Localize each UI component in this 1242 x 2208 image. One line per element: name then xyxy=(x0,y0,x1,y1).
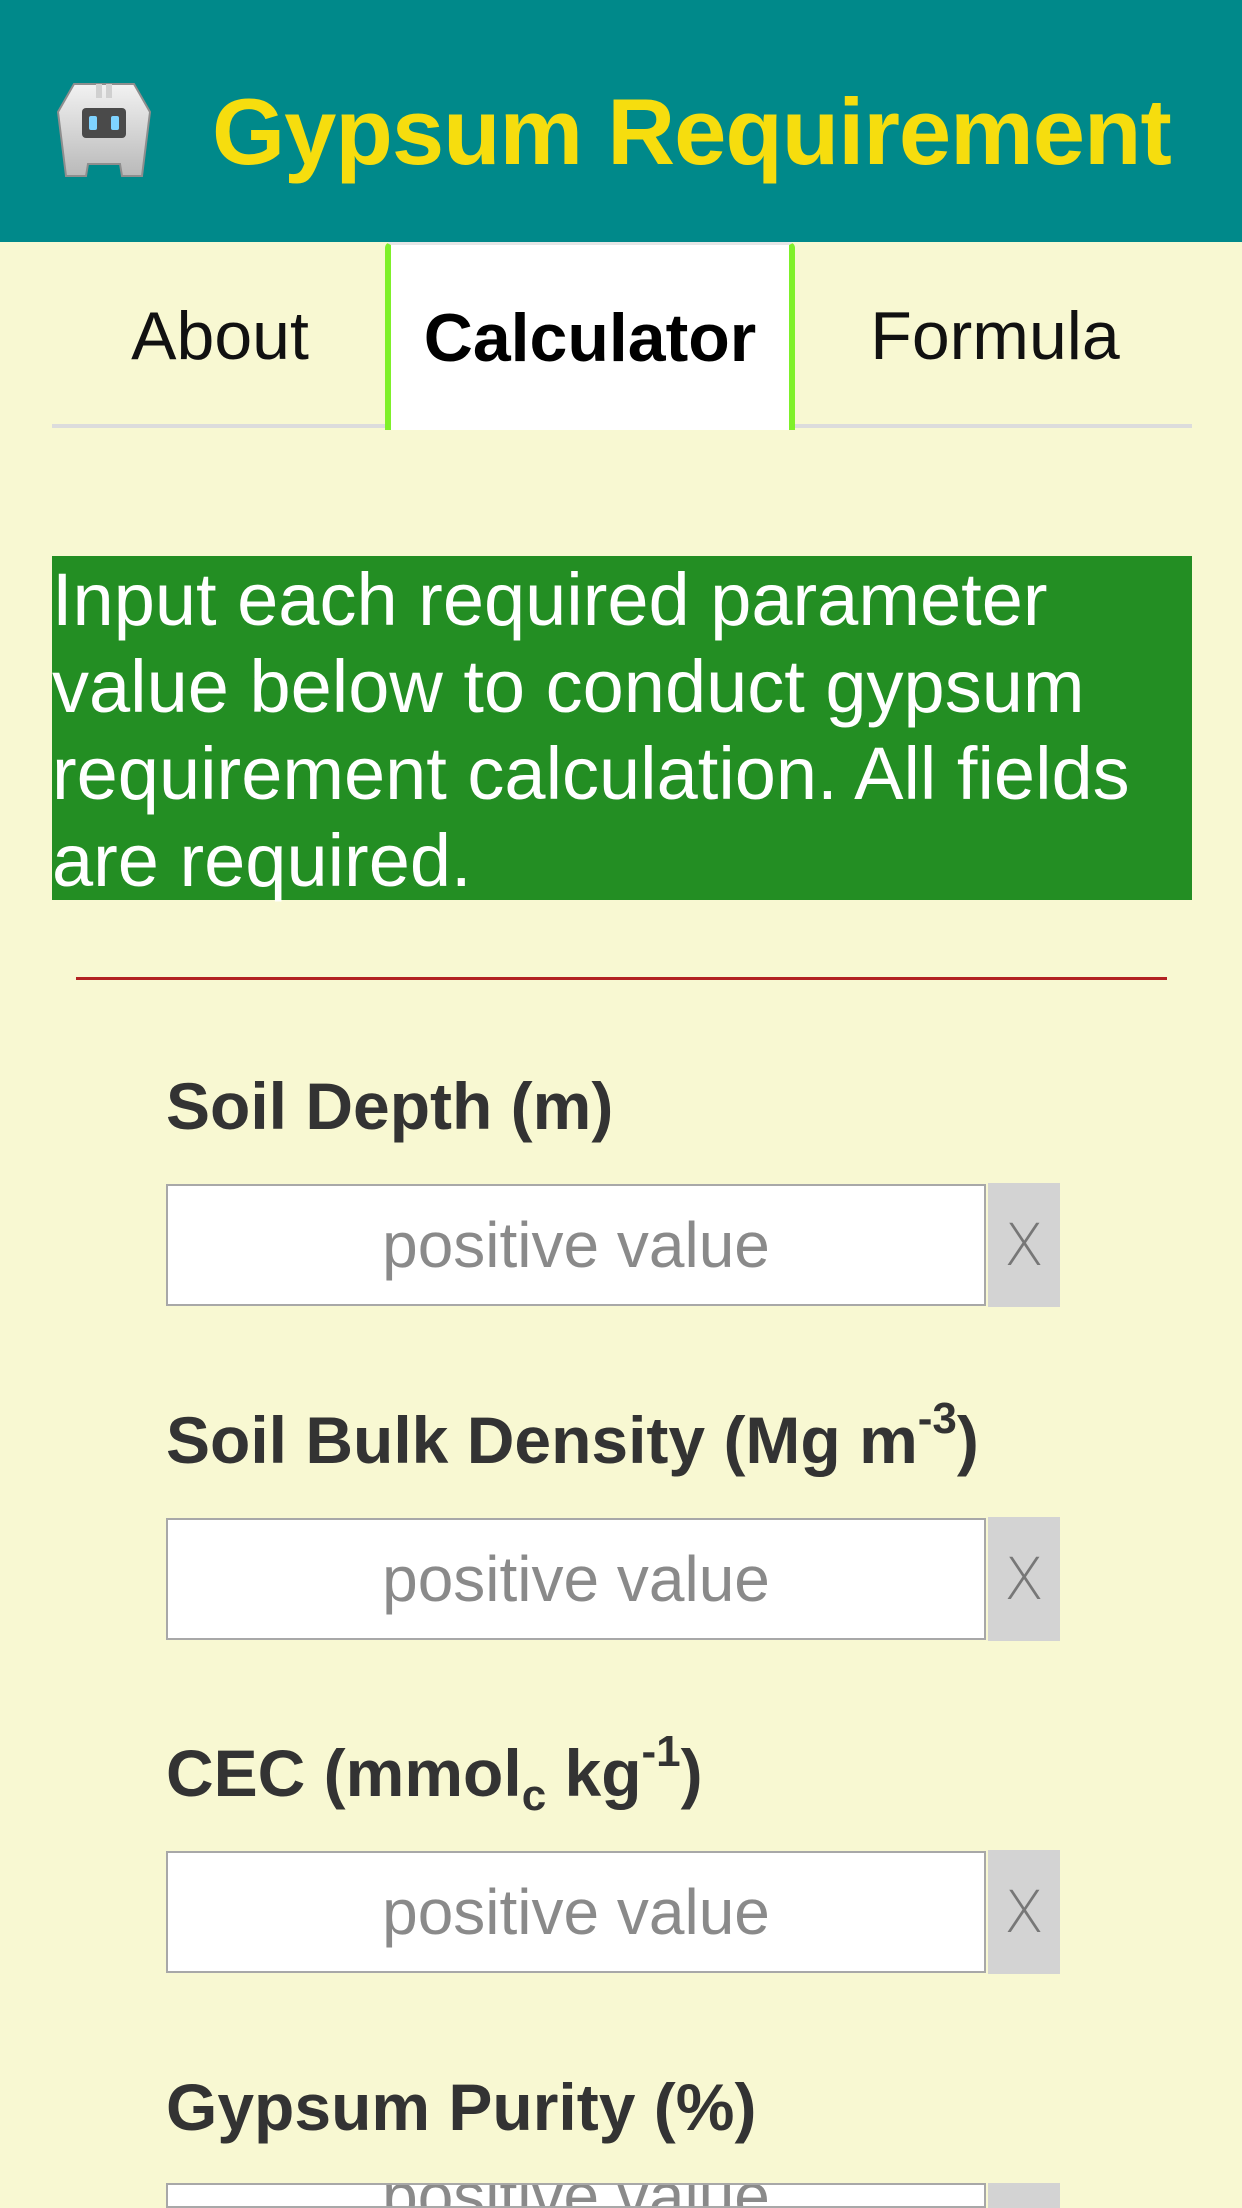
bulk-density-input[interactable] xyxy=(166,1518,986,1640)
soil-depth-clear-button[interactable]: X xyxy=(988,1183,1060,1307)
soil-depth-input[interactable] xyxy=(166,1184,986,1306)
soil-depth-label-text: Soil Depth (m) xyxy=(166,1069,614,1143)
cec-clear-button[interactable]: X xyxy=(988,1850,1060,1974)
bulk-density-clear-button[interactable]: X xyxy=(988,1517,1060,1641)
app-header xyxy=(0,0,1242,242)
tab-bar xyxy=(52,242,1192,430)
soil-depth-label xyxy=(166,1068,613,1144)
cec-label-end: ) xyxy=(680,1736,703,1810)
gypsum-purity-input[interactable] xyxy=(166,2183,986,2208)
bulk-density-label-text: Soil Bulk Density (Mg m xyxy=(166,1403,918,1477)
gypsum-purity-label-text: Gypsum Purity (%) xyxy=(166,2070,757,2144)
section-divider xyxy=(76,977,1167,980)
app-title: Gypsum Requirement xyxy=(212,79,1171,184)
cec-label xyxy=(166,1727,703,1820)
bulk-density-label-end: ) xyxy=(956,1403,979,1477)
bulk-density-label-sup: -3 xyxy=(917,1394,957,1443)
cec-label-sub: c xyxy=(521,1771,547,1820)
gypsum-purity-clear-button[interactable] xyxy=(988,2183,1060,2208)
gypsum-purity-label xyxy=(166,2069,756,2145)
cec-label-mid: kg xyxy=(546,1736,642,1810)
instructions-banner: Input each required parameter value below to conduct gypsum requirement calculation. All fields are required. xyxy=(52,556,1192,900)
cec-label-sup: -1 xyxy=(641,1727,681,1776)
bulk-density-label xyxy=(166,1394,979,1478)
tab-formula[interactable]: Formula xyxy=(870,298,1120,374)
cordova-robot-icon xyxy=(52,78,156,182)
cec-input[interactable] xyxy=(166,1851,986,1973)
tab-about[interactable]: About xyxy=(131,298,309,374)
cec-label-text: CEC (mmol xyxy=(166,1736,522,1810)
tab-calculator[interactable]: Calculator xyxy=(385,242,795,430)
